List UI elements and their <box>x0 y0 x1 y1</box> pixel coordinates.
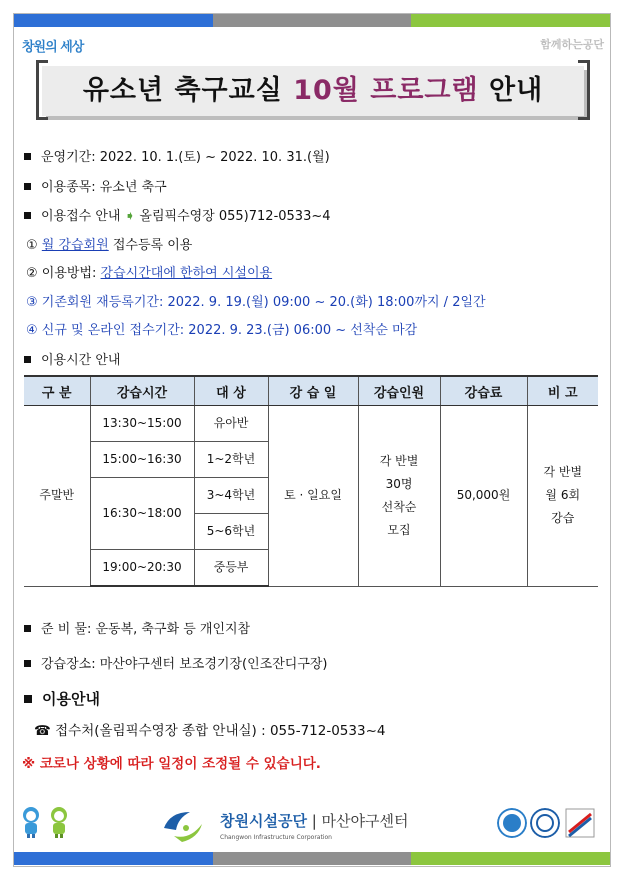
apply-line: 이용접수 안내 ➧ 올림픽수영장 055)712-0533~4 <box>24 205 331 224</box>
corporation-name: 창원시설공단 | 마산야구센터 <box>220 812 409 830</box>
target-cell: 1~2학년 <box>194 442 268 478</box>
table-header: 비 고 <box>527 376 598 406</box>
usage-method-link[interactable]: 강습시간대에 한하여 시설이용 <box>100 266 273 281</box>
schedule-heading: 이용시간 안내 <box>24 349 120 368</box>
supplies-line: 준 비 물: 운동복, 축구화 등 개인지참 <box>24 618 250 637</box>
consumer-award-badge-icon <box>497 808 527 838</box>
corporation-logo <box>160 804 440 848</box>
target-cell: 중등부 <box>194 550 268 587</box>
table-header: 대 상 <box>194 376 268 406</box>
arrow-right-icon: ➧ <box>124 209 136 224</box>
table-header: 강 습 일 <box>268 376 358 406</box>
page-title: 유소년 축구교실 10월 프로그램 안내 <box>82 75 544 106</box>
schedule-table <box>24 375 598 587</box>
certification-badge-icon <box>530 808 560 838</box>
info-item-3: ③ 기존회원 재등록기간: 2022. 9. 19.(월) 09:00 ~ 20.(화) 18:00까지 / 2일간 <box>26 295 486 310</box>
target-cell: 유아반 <box>194 406 268 442</box>
corporation-english-name: Changwon Infrastructure Corporation <box>220 834 332 841</box>
bottom-color-band <box>14 852 610 865</box>
period-line: 운영기간: 2022. 10. 1.(토) ~ 2022. 10. 31.(월) <box>24 146 330 165</box>
fee-cell: 50,000원 <box>440 406 527 587</box>
time-cell: 16:30~18:00 <box>90 478 194 550</box>
target-cell: 3~4학년 <box>194 478 268 514</box>
corporation-slogan-logo: 함께하는공단 <box>540 38 604 51</box>
division-cell: 주말반 <box>24 406 90 587</box>
table-header: 강습인원 <box>358 376 440 406</box>
time-cell: 15:00~16:30 <box>90 442 194 478</box>
capacity-cell: 각 반별 30명 선착순 모집 <box>358 406 440 587</box>
corporation-emblem-icon <box>160 806 206 844</box>
info-item-2: ② 이용방법: 강습시간대에 한하여 시설이용 <box>26 266 273 281</box>
table-header: 강습료 <box>440 376 527 406</box>
top-color-band <box>14 14 610 27</box>
phone-icon: ☎ <box>34 723 51 739</box>
table-header-row <box>24 376 598 406</box>
info-item-4: ④ 신규 및 온라인 접수기간: 2022. 9. 23.(금) 06:00 ~ 선착순 마감 <box>26 323 418 338</box>
covid-warning: ※ 코로나 상황에 따라 일정이 조정될 수 있습니다. <box>22 756 321 772</box>
city-logo: 창원의 세상 <box>22 40 84 55</box>
venue-line: 강습장소: 마산야구센터 보조경기장(인조잔디구장) <box>24 653 328 672</box>
note-cell: 각 반별 월 6회 강습 <box>527 406 598 587</box>
time-cell: 13:30~15:00 <box>90 406 194 442</box>
title-box <box>42 66 584 116</box>
days-cell: 토 · 일요일 <box>268 406 358 587</box>
sport-line: 이용종목: 유소년 축구 <box>24 176 167 195</box>
contact-line: ☎ 접수처(올림픽수영장 종합 안내실) : 055-712-0533~4 <box>34 723 386 739</box>
table-header: 강습시간 <box>90 376 194 406</box>
target-cell: 5~6학년 <box>194 514 268 550</box>
table-row <box>24 406 598 442</box>
mascot-icon <box>20 806 42 838</box>
mascot-icon <box>48 806 70 838</box>
award-flag-icon <box>565 808 595 838</box>
monthly-member-link[interactable]: 월 강습회원 <box>41 238 109 253</box>
guide-heading: 이용안내 <box>24 688 100 709</box>
time-cell: 19:00~20:30 <box>90 550 194 587</box>
table-header: 구 분 <box>24 376 90 406</box>
info-item-1: ① 월 강습회원 접수등록 이용 <box>26 238 193 253</box>
